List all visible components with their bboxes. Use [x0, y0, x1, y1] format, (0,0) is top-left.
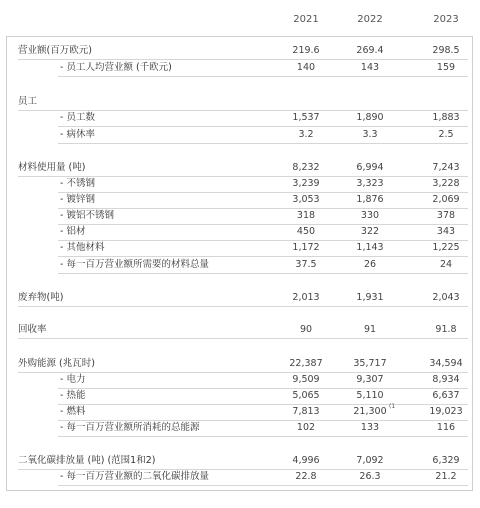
- value-2022: 133: [360, 422, 380, 433]
- value-2023: 8,934: [432, 374, 460, 385]
- row-label: 外购能源 (兆瓦时): [18, 358, 95, 369]
- value-2021: 2,013: [292, 292, 320, 303]
- year-2021: 2021: [293, 14, 319, 25]
- value-2021: 140: [296, 62, 316, 73]
- value-2022: 322: [360, 226, 380, 237]
- row-divider: [58, 436, 468, 437]
- value-2021: 450: [296, 226, 316, 237]
- value-2023: 343: [436, 226, 456, 237]
- row-label: 废弃物(吨): [18, 292, 64, 303]
- value-2021: 22,387: [289, 358, 323, 369]
- table-row-energy-per-million-revenue: [0, 419, 480, 437]
- row-label: - 每一百万营业额的二氧化碳排放量: [60, 471, 209, 482]
- row-label: - 其他材料: [60, 242, 105, 253]
- value-2022: 5,110: [356, 390, 384, 401]
- value-2021: 22.8: [295, 471, 317, 482]
- value-2023: 91.8: [435, 324, 457, 335]
- row-label: - 镀锌钢: [60, 194, 95, 205]
- row-label: - 燃料: [60, 406, 86, 417]
- year-2023: 2023: [433, 14, 459, 25]
- table-row-recycling-rate: [0, 321, 480, 339]
- row-label: - 电力: [60, 374, 86, 385]
- footnote-marker: (1: [389, 403, 396, 410]
- value-2022: 3,323: [356, 178, 384, 189]
- value-2022: 9,307: [356, 374, 384, 385]
- row-label: 二氧化碳排放量 (吨) (范围1和2): [18, 455, 156, 466]
- row-divider: [58, 143, 468, 144]
- value-2021: 3,239: [292, 178, 320, 189]
- value-2021: 7,813: [292, 406, 320, 417]
- value-2022: 1,143: [356, 242, 384, 253]
- row-label: - 员工人均营业额 (千欧元): [60, 62, 172, 73]
- row-label: - 每一百万营业额所需要的材料总量: [60, 259, 209, 270]
- value-2023: 116: [436, 422, 456, 433]
- row-divider: [58, 76, 468, 77]
- value-2022: 1,931: [356, 292, 384, 303]
- value-2023: 34,594: [429, 358, 463, 369]
- row-divider: [18, 306, 468, 307]
- table-row-sick-leave-rate: [0, 126, 480, 144]
- value-2021: 219.6: [292, 45, 320, 56]
- value-2023: 159: [436, 62, 456, 73]
- value-2021: 3.2: [298, 129, 314, 140]
- row-label: - 不锈钢: [60, 178, 95, 189]
- table-row-waste: [0, 289, 480, 307]
- year-2022: 2022: [357, 14, 383, 25]
- row-label: 员工: [18, 96, 38, 107]
- value-2021: 9,509: [292, 374, 320, 385]
- row-label: 营业额(百万欧元): [18, 45, 92, 56]
- value-2023: 6,329: [432, 455, 460, 466]
- value-2021: 318: [296, 210, 316, 221]
- row-label: 材料使用量 (吨): [18, 162, 86, 173]
- value-2022: 1,890: [356, 112, 384, 123]
- value-2023: 21.2: [435, 471, 457, 482]
- value-2022: 21,300: [353, 406, 387, 417]
- value-2023: 378: [436, 210, 456, 221]
- value-2023: 1,883: [432, 112, 460, 123]
- value-2023: 7,243: [432, 162, 460, 173]
- value-2022: 26.3: [359, 471, 381, 482]
- value-2022: 91: [363, 324, 377, 335]
- value-2022: 6,994: [356, 162, 384, 173]
- value-2023: 19,023: [429, 406, 463, 417]
- value-2023: 2.5: [438, 129, 454, 140]
- row-label: - 铝材: [60, 226, 86, 237]
- value-2023: 2,069: [432, 194, 460, 205]
- row-divider: [18, 338, 468, 339]
- year-header: [0, 14, 480, 30]
- value-2022: 35,717: [353, 358, 387, 369]
- value-2022: 330: [360, 210, 380, 221]
- value-2023: 2,043: [432, 292, 460, 303]
- row-divider: [58, 273, 468, 274]
- table-row-materials-per-million-revenue: [0, 256, 480, 274]
- value-2022: 143: [360, 62, 380, 73]
- value-2023: 6,637: [432, 390, 460, 401]
- value-2022: 3.3: [362, 129, 378, 140]
- value-2022: 7,092: [356, 455, 384, 466]
- value-2021: 1,172: [292, 242, 320, 253]
- row-label: - 镀铝不锈钢: [60, 210, 114, 221]
- table-row-other-materials: [0, 239, 480, 257]
- table-row-revenue-per-employee: [0, 59, 480, 77]
- row-label: 回收率: [18, 324, 47, 335]
- row-label: - 病休率: [60, 129, 95, 140]
- value-2021: 37.5: [295, 259, 317, 270]
- row-label: - 热能: [60, 390, 86, 401]
- value-2021: 90: [299, 324, 313, 335]
- value-2022: 1,876: [356, 194, 384, 205]
- table-row-revenue: [0, 42, 480, 60]
- value-2023: 24: [439, 259, 453, 270]
- row-label: - 员工数: [60, 112, 95, 123]
- row-divider: [58, 485, 468, 486]
- value-2021: 8,232: [292, 162, 320, 173]
- value-2022: 269.4: [356, 45, 384, 56]
- value-2023: 1,225: [432, 242, 460, 253]
- table-row-employee-count: [0, 109, 480, 127]
- value-2021: 1,537: [292, 112, 320, 123]
- value-2021: 3,053: [292, 194, 320, 205]
- table-row-co2-per-million-revenue: [0, 468, 480, 486]
- value-2022: 26: [363, 259, 377, 270]
- value-2021: 4,996: [292, 455, 320, 466]
- value-2023: 298.5: [432, 45, 460, 56]
- value-2023: 3,228: [432, 178, 460, 189]
- row-label: - 每一百万营业额所消耗的总能源: [60, 422, 200, 433]
- value-2021: 102: [296, 422, 316, 433]
- value-2021: 5,065: [292, 390, 320, 401]
